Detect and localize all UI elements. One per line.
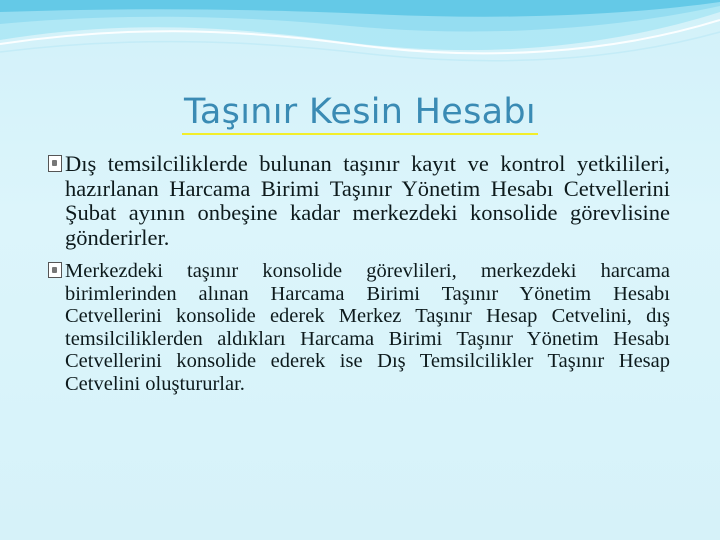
bullet-text-1: Dış temsilciliklerde bulunan taşınır kayıt ve kontrol yetkilileri, hazırlanan Harcama Birimi Taşınır Yönetim Hesabı Cetvellerini Şubat ayının onbeşine kadar merkezdeki konsolide görevlisine gönderirler. xyxy=(65,151,670,250)
bullet-text-2: Merkezdeki taşınır konsolide görevlileri, merkezdeki harcama birimlerinden alınan Harcama Birimi Taşınır Yönetim Hesabı Cetvellerini konsolide ederek Merkez Taşınır Hesap Cetvelini, dış temsilciliklerden aldıkları Harcama Birimi Taşınır Yönetim Hesabı Cetvellerini konsolide ederek ise Dış Temsilcilikler Taşınır Hesap Cetvelini oluştururlar. xyxy=(65,260,670,395)
slide-title xyxy=(0,92,720,132)
slide-title-text: Taşınır Kesin Hesabı xyxy=(182,92,538,135)
bullet-marker-icon xyxy=(48,262,62,278)
bullet-list xyxy=(48,152,670,396)
bullet-marker-icon xyxy=(48,155,62,172)
bullet-item-2 xyxy=(48,260,670,396)
bullet-item-1 xyxy=(48,152,670,250)
decorative-wave-header xyxy=(0,0,720,90)
